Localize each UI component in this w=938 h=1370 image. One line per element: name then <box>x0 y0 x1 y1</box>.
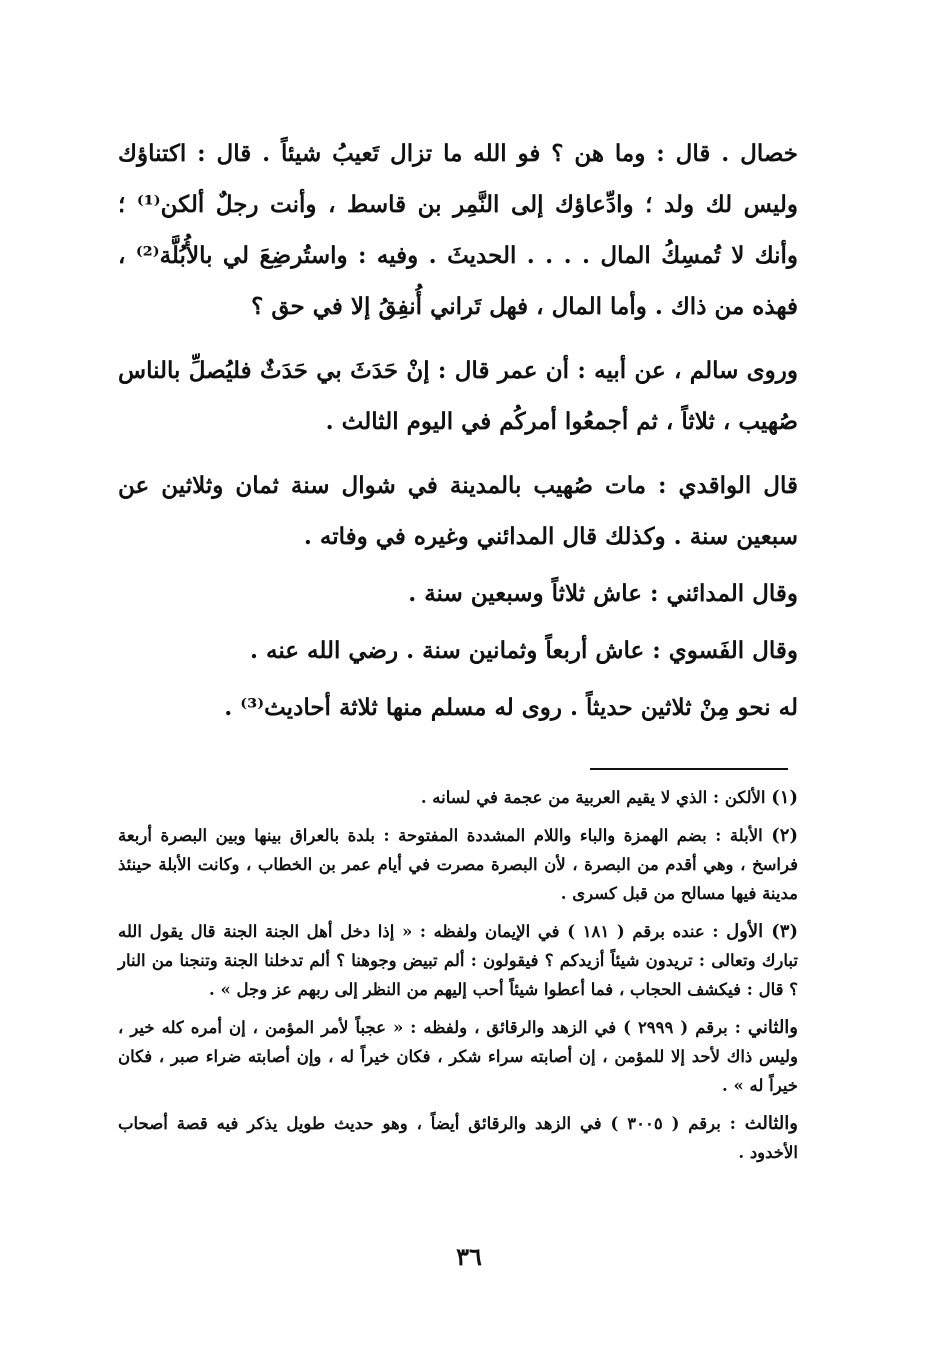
footnote-3-marker: (٣) الأول <box>726 921 798 942</box>
footnote-2-marker: (٢) <box>771 825 798 846</box>
footnote-divider <box>590 768 788 770</box>
footnote-3-second <box>118 1013 798 1100</box>
paragraph-fasawi: وقال الفَسوي : عاش أربعاً وثمانين سنة . رضي الله عنه . <box>249 637 798 664</box>
paragraph-madaini: وقال المدائني : عاش ثلاثاً وسبعين سنة . <box>408 580 798 607</box>
footnote-1-marker: (١) <box>771 787 798 808</box>
footnotes <box>118 783 798 1176</box>
footnote-1-text: الألكن : الذي لا يقيم العربية من عجمة في لسانه . <box>420 788 772 807</box>
paragraph-hadith-count: له نحو مِنْ ثلاثين حديثاً . روى له مسلم منها ثلاثة أحاديث⁽³⁾ . <box>224 694 798 721</box>
footnote-3-third-text: : برقم ( ٣٠٠٥ ) في الزهد والرقائق أيضاً ، وهو حديث طويل يذكر فيه قصة أصحاب الأخدود . <box>118 1114 798 1162</box>
footnote-3-second-text: : برقم ( ٢٩٩٩ ) في الزهد والرقائق ، ولفظه : « عجباً لأمر المؤمن ، إن أمره كله خير ، وليس ذاك لأحد إلا للمؤمن ، إن أصابته سراء شكر ، فكان خيراً له ، وإن أصابته ضراء صبر ، فكان خيراً له » . <box>118 1018 798 1095</box>
paragraph-waqidi: قال الواقدي : مات صُهيب بالمدينة في شوال سنة ثمان وثلاثين عن سبعين سنة . وكذلك قال المدائني وغيره في وفاته . <box>118 472 798 550</box>
footnote-2-text: الأبلة : بضم الهمزة والباء واللام المشددة المفتوحة : بلدة بالعراق بينها وبين البصرة أربعة فراسخ ، وهي أقدم من البصرة ، لأن البصرة مصرت في أيام عمر بن الخطاب ، وكانت الأبلة حينئذ مدينة فيها مسالح من قبل كسرى . <box>118 826 798 903</box>
footnote-3 <box>118 917 798 1004</box>
page-number: ٣٦ <box>456 1242 482 1271</box>
footnote-3-third-marker: والثالث <box>744 1113 798 1134</box>
footnote-3-second-marker: والثاني <box>747 1017 798 1038</box>
footnote-3-text: : عنده برقم ( ١٨١ ) في الإيمان ولفظه : « إذا دخل أهل الجنة الجنة قال يقول الله تبارك وتعالى : تريدون شيئاً أزيدكم ؟ فيقولون : ألم تبيض وجوهنا ؟ ألم تدخلنا الجنة وتنجنا من النار ؟ قال : فيكشف الحجاب ، فما أعطوا شيئاً أحب إليهم من النظر إلى ربهم عز وجل » . <box>118 922 798 999</box>
paragraph-salim-narration: وروى سالم ، عن أبيه : أن عمر قال : إنْ حَدَثَ بي حَدَثٌ فليُصلِّ بالناس صُهيب ، ثلاثاً ، ثم أجمعُوا أمركُم في اليوم الثالث . <box>118 357 798 435</box>
footnote-1 <box>118 783 798 812</box>
footnote-2 <box>118 821 798 908</box>
main-text <box>118 128 798 733</box>
paragraph-hadith-quote: خصال . قال : وما هن ؟ فو الله ما تزال تَعيبُ شيئاً . قال : اكتناؤك وليس لك ولد ؛ وادِّعاؤك إلى النَّمِر بن قاسط ، وأنت رجلٌ ألكن⁽¹⁾ ؛ وأنك لا تُمسِكُ المال . . . . الحديثَ . وفيه : واستُرضِعَ لي بالأُبُلَّة⁽²⁾ ، فهذه من ذاك . وأما المال ، فهل تَراني أُنفِقُ إلا في حق ؟ <box>118 140 798 320</box>
footnote-3-third <box>118 1109 798 1167</box>
